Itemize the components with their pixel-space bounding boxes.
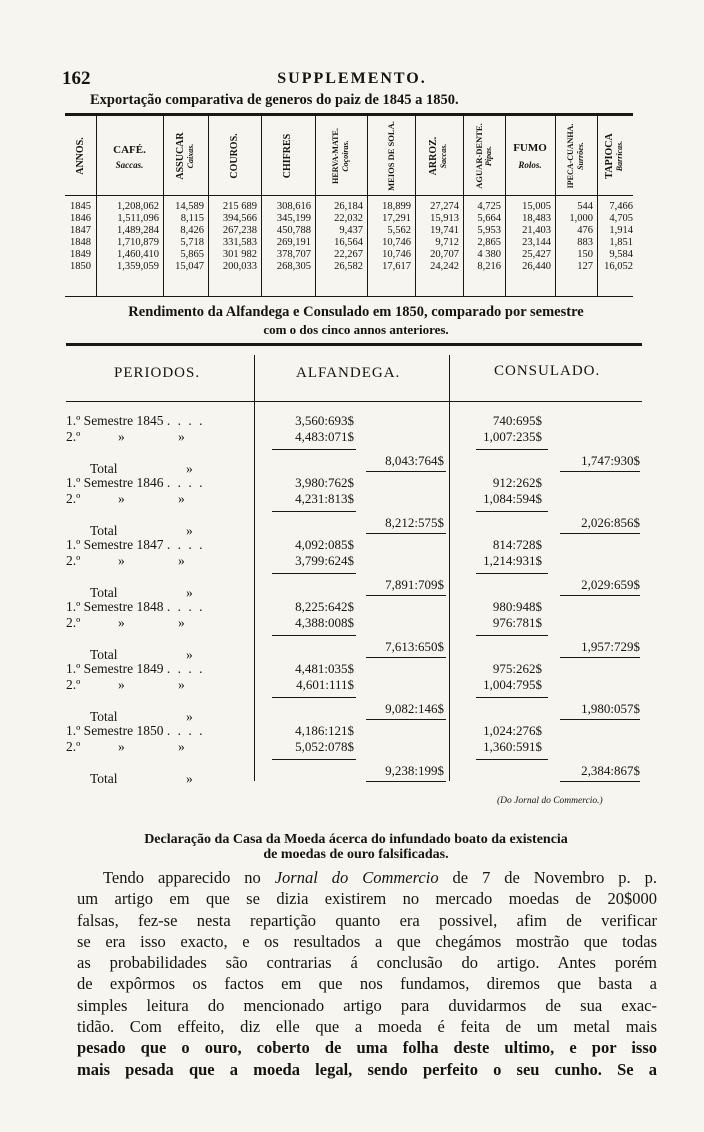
cell: 5,865 [180, 249, 204, 260]
header-periodos: PERIODOS. [114, 365, 201, 381]
paragraph-line [77, 867, 657, 888]
ditto-mark: » [178, 553, 185, 568]
col-aguardente [463, 201, 501, 273]
period-year: 1845 [136, 413, 164, 428]
cell: 1,851 [609, 237, 633, 248]
header-assucar-unit: Caixas. [185, 143, 195, 169]
table1-top-rule [65, 113, 633, 116]
consulado-sem2-value: 1,007:235$ [483, 429, 542, 444]
header-aguardente-unit: Pipas. [484, 145, 493, 167]
consulado-total-value: 1,747:930$ [581, 453, 640, 468]
col-assucar [163, 201, 204, 273]
header-arroz [415, 118, 463, 194]
ditto-mark: » [186, 771, 193, 786]
leader-dots: . . . . [166, 537, 205, 552]
header-cafe-unit: Saccas. [115, 160, 144, 170]
section3-title [66, 832, 646, 862]
alfandega-sem1-value: 4,481:035$ [295, 661, 354, 676]
header-sola [367, 118, 415, 194]
consulado-sem2-value: 1,360:591$ [483, 739, 542, 754]
subtotal-rule [476, 511, 548, 512]
period-row-sem2: 2.º [66, 739, 81, 754]
leader-dots: . . . . [166, 475, 205, 490]
cell: 21,403 [522, 225, 551, 236]
alfandega-sem2-value: 4,388:008$ [295, 615, 354, 630]
cell: 215 689 [222, 201, 257, 212]
ditto-mark: » [178, 491, 185, 506]
semester-label: 1.º Semestre [66, 723, 134, 738]
ditto-mark: » [118, 553, 125, 568]
header-arroz-label: ARROZ. [428, 136, 439, 176]
ditto-mark: » [186, 461, 193, 476]
header-cafe [96, 118, 163, 194]
ditto-mark: » [178, 429, 185, 444]
cell: 394,566 [222, 213, 257, 224]
cell: 15,005 [522, 201, 551, 212]
alfandega-sem1-value: 4,186:121$ [295, 723, 354, 738]
consulado-total-value: 1,980:057$ [581, 701, 640, 716]
cell: 2,865 [477, 237, 501, 248]
cell: 22,032 [334, 213, 363, 224]
period-row-sem1 [66, 475, 205, 491]
cell: 18,483 [522, 213, 551, 224]
paragraph-line: um artigo em que se dizia existirem no mercado moedas de 20$000 [77, 889, 657, 909]
subtotal-rule [272, 511, 356, 512]
cell: 17,617 [382, 261, 411, 272]
cell: 345,199 [276, 213, 311, 224]
header-tapioca-label: TAPIOCA [604, 133, 615, 179]
cell: 9,437 [339, 225, 363, 236]
cell: 9,584 [609, 249, 633, 260]
table2-header-rule [66, 401, 642, 402]
cell: 1847 [70, 225, 91, 236]
ditto-mark: » [186, 585, 193, 600]
cell: 5,718 [180, 237, 204, 248]
ditto-mark: » [118, 491, 125, 506]
cell: 14,589 [175, 201, 204, 212]
consulado-sem2-value: 1,004:795$ [483, 677, 542, 692]
header-couros [208, 118, 261, 194]
cell: 1,208,062 [117, 201, 159, 212]
cell: 200,033 [222, 261, 257, 272]
cell: 4,705 [609, 213, 633, 224]
period-row-sem1 [66, 537, 205, 553]
header-alfandega: ALFANDEGA. [296, 365, 401, 381]
cell: 1,359,059 [117, 261, 159, 272]
cell: 1849 [70, 249, 91, 260]
cell: 1846 [70, 213, 91, 224]
consulado-sem2-value: 1,214:931$ [483, 553, 542, 568]
cell: 5,953 [477, 225, 501, 236]
cell: 10,746 [382, 249, 411, 260]
table2-top-rule [66, 343, 642, 346]
period-year: 1848 [136, 599, 164, 614]
cell: 20,707 [430, 249, 459, 260]
cell: 10,746 [382, 237, 411, 248]
subtotal-rule [272, 449, 356, 450]
ditto-mark: » [118, 739, 125, 754]
page-number: 162 [62, 68, 91, 89]
cell: 268,305 [276, 261, 311, 272]
consulado-total-value: 2,384:867$ [581, 763, 640, 778]
header-tapioca-unit: Barricas. [615, 140, 624, 172]
cell: 18,899 [382, 201, 411, 212]
subtotal-rule [366, 781, 446, 782]
cell: 15,913 [430, 213, 459, 224]
cell: 4,725 [477, 201, 501, 212]
cell: 7,466 [609, 201, 633, 212]
subtotal-rule [272, 759, 356, 760]
cell: 1845 [70, 201, 91, 212]
total-label: Total [90, 647, 118, 662]
cell: 16,052 [604, 261, 633, 272]
cell: 27,274 [430, 201, 459, 212]
header-herva-unit: Coçoiras. [341, 140, 350, 172]
cell: 1,460,410 [117, 249, 159, 260]
total-label: Total [90, 585, 118, 600]
line-text: de 7 de Novembro p. p. [438, 868, 658, 887]
period-row-sem1 [66, 661, 205, 677]
cell: 8,216 [477, 261, 501, 272]
alfandega-total-value: 9,238:199$ [385, 763, 444, 778]
cell: 25,427 [522, 249, 551, 260]
cell: 308,616 [276, 201, 311, 212]
subtotal-rule [476, 573, 548, 574]
header-herva [315, 118, 367, 194]
alfandega-total-value: 7,613:650$ [385, 639, 444, 654]
leader-dots: . . . . [166, 723, 205, 738]
header-aguardente-label: AGUAR-DENTE. [474, 123, 484, 189]
alfandega-sem2-value: 4,601:111$ [296, 677, 354, 692]
consulado-sem1-value: 975:262$ [492, 661, 542, 676]
consulado-sem1-value: 814:728$ [492, 537, 542, 552]
consulado-sem2-value: 976:781$ [492, 615, 542, 630]
cell: 1850 [70, 261, 91, 272]
cell: 269,191 [276, 237, 311, 248]
ditto-mark: » [178, 615, 185, 630]
journal-name: Jornal do Commercio [274, 868, 439, 887]
alfandega-sem1-value: 8,225:642$ [295, 599, 354, 614]
cell: 15,047 [175, 261, 204, 272]
leader-dots: . . . . [166, 661, 205, 676]
col-years [65, 201, 96, 273]
consulado-sem1-value: 1,024:276$ [483, 723, 542, 738]
revenue-table [66, 343, 642, 805]
col-ipeca [555, 201, 593, 273]
cell: 26,184 [334, 201, 363, 212]
ditto-mark: » [186, 647, 193, 662]
cell: 544 [577, 201, 593, 212]
period-year: 1847 [136, 537, 164, 552]
paragraph-line: se era isso exacto, e os resultados a que chegámos mostrão que todas [77, 931, 657, 951]
cell: 4 380 [477, 249, 501, 260]
period-row-sem2: 2.º [66, 491, 81, 506]
col-tapioca [597, 201, 633, 273]
col-sola [367, 201, 411, 273]
ditto-mark: » [118, 615, 125, 630]
period-row-sem1 [66, 413, 205, 429]
ditto-mark: » [178, 739, 185, 754]
col-herva [315, 201, 363, 273]
total-label: Total [90, 523, 118, 538]
col-chifres [261, 201, 311, 273]
paragraph-line: tidão. Com effeito, diz elle que a moeda é feita de um metal mais [77, 1017, 657, 1037]
subtotal-rule [272, 635, 356, 636]
cell: 267,238 [222, 225, 257, 236]
header-sola-label: MEIOS DE SOLA. [386, 121, 396, 191]
subtotal-rule [476, 697, 548, 698]
alfandega-total-value: 8,043:764$ [385, 453, 444, 468]
semester-label: 1.º Semestre [66, 599, 134, 614]
ditto-mark: » [118, 429, 125, 444]
paragraph-line: mais pesada que a moeda legal, sendo perfeito o seu cunho. Se a [77, 1059, 657, 1079]
cell: 1,000 [569, 213, 593, 224]
export-table [65, 113, 633, 298]
source-credit: (Do Jornal do Commercio.) [497, 796, 603, 806]
consulado-sem1-value: 740:695$ [492, 413, 542, 428]
semester-label: 1.º Semestre [66, 661, 134, 676]
consulado-sem1-value: 912:262$ [492, 475, 542, 490]
declaration-paragraph [77, 867, 657, 1080]
alfandega-total-value: 7,891:709$ [385, 577, 444, 592]
alfandega-sem1-value: 4,092:085$ [295, 537, 354, 552]
cell: 127 [577, 261, 593, 272]
subtotal-rule [560, 781, 640, 782]
header-tapioca [597, 118, 633, 194]
header-annos-label: ANNOS. [74, 137, 86, 175]
running-title: SUPPLEMENTO. [277, 70, 427, 87]
section3-title-line2: de moedas de ouro falsificadas. [263, 847, 449, 862]
cell: 16,564 [334, 237, 363, 248]
period-year: 1846 [136, 475, 164, 490]
subtotal-rule [560, 595, 640, 596]
cell: 301 982 [222, 249, 257, 260]
table2-title-line2: com o dos cinco annos anteriores. [263, 322, 449, 337]
semester-label: 1.º Semestre [66, 413, 134, 428]
header-assucar [163, 118, 208, 194]
subtotal-rule [272, 697, 356, 698]
header-assucar-label: ASSUCAR [174, 132, 186, 180]
header-arroz-unit: Saccas. [439, 143, 448, 169]
cell: 1,489,284 [117, 225, 159, 236]
cell: 883 [577, 237, 593, 248]
semester-label: 1.º Semestre [66, 537, 134, 552]
ditto-mark: » [186, 709, 193, 724]
cell: 5,562 [387, 225, 411, 236]
cell: 1,511,096 [117, 213, 159, 224]
header-fumo-label: FUMO [513, 142, 547, 154]
cell: 476 [577, 225, 593, 236]
header-couros-label: COUROS. [228, 133, 240, 179]
subtotal-rule [476, 449, 548, 450]
alfandega-total-value: 8,212:575$ [385, 515, 444, 530]
subtotal-rule [476, 759, 548, 760]
header-cafe-label: CAFÉ. [113, 144, 146, 156]
header-aguardente [463, 118, 505, 194]
col-divider [254, 355, 255, 781]
paragraph-line: falsas, fez-se nesta repartição quanto era possivel, afim de verificar [77, 910, 657, 930]
cell: 26,440 [522, 261, 551, 272]
header-annos [65, 118, 96, 194]
table1-title: Exportação comparativa de generos do paiz de 1845 a 1850. [90, 92, 459, 108]
col-couros [208, 201, 257, 273]
col-arroz [415, 201, 459, 273]
cell: 1,710,879 [117, 237, 159, 248]
ditto-mark: » [118, 677, 125, 692]
period-year: 1850 [136, 723, 164, 738]
period-row-sem2: 2.º [66, 429, 81, 444]
total-label: Total [90, 461, 118, 476]
header-chifres [261, 118, 315, 194]
header-fumo-unit: Rolos. [518, 160, 542, 170]
alfandega-total-value: 9,082:146$ [385, 701, 444, 716]
cell: 331,583 [222, 237, 257, 248]
cell: 23,144 [522, 237, 551, 248]
period-row-sem2: 2.º [66, 677, 81, 692]
consulado-sem2-value: 1,084:594$ [483, 491, 542, 506]
line-text: Tendo apparecido no [103, 868, 275, 887]
consulado-total-value: 2,029:659$ [581, 577, 640, 592]
semester-label: 1.º Semestre [66, 475, 134, 490]
header-ipeca-label: IPECA-CUANHA. [566, 123, 575, 189]
header-chifres-label: CHIFRES [282, 133, 293, 179]
cell: 8,426 [180, 225, 204, 236]
cell: 24,242 [430, 261, 459, 272]
section3-title-line1: Declaração da Casa da Moeda ácerca do infundado boato da existencia [144, 832, 568, 847]
cell: 17,291 [382, 213, 411, 224]
paragraph-line: as probabilidades são contrarias á conclusão do artigo. Antes porém [77, 953, 657, 973]
table2-title-line1: Rendimento da Alfandega e Consulado em 1850, comparado por semestre [128, 304, 584, 320]
table2-title [66, 304, 646, 338]
alfandega-sem2-value: 4,231:813$ [295, 491, 354, 506]
cell: 1848 [70, 237, 91, 248]
col-cafe [96, 201, 159, 273]
total-label: Total [90, 771, 118, 786]
cell: 1,914 [609, 225, 633, 236]
col-fumo [505, 201, 551, 273]
subtotal-rule [366, 657, 446, 658]
subtotal-rule [366, 719, 446, 720]
subtotal-rule [476, 635, 548, 636]
subtotal-rule [366, 471, 446, 472]
cell: 9,712 [435, 237, 459, 248]
header-fumo [505, 118, 555, 194]
period-row-sem1 [66, 599, 205, 615]
subtotal-rule [366, 595, 446, 596]
period-row-sem1 [66, 723, 205, 739]
page-header [62, 68, 642, 94]
alfandega-sem2-value: 4,483:071$ [295, 429, 354, 444]
period-row-sem2: 2.º [66, 553, 81, 568]
alfandega-sem1-value: 3,560:693$ [295, 413, 354, 428]
table1-header-rule [65, 195, 633, 196]
cell: 378,707 [276, 249, 311, 260]
cell: 150 [577, 249, 593, 260]
header-ipeca-unit: Surrões. [576, 142, 585, 170]
ditto-mark: » [186, 523, 193, 538]
period-year: 1849 [136, 661, 164, 676]
total-label: Total [90, 709, 118, 724]
alfandega-sem2-value: 5,052:078$ [295, 739, 354, 754]
col-divider [449, 355, 450, 781]
cell: 22,267 [334, 249, 363, 260]
leader-dots: . . . . [166, 413, 205, 428]
paragraph-line: de expôrmos os factos em que nos fundamos, diremos que basta a [77, 974, 657, 994]
subtotal-rule [560, 533, 640, 534]
cell: 19,741 [430, 225, 459, 236]
alfandega-sem2-value: 3,799:624$ [295, 553, 354, 568]
period-row-sem2: 2.º [66, 615, 81, 630]
paragraph-line: simples leitura do mencionado artigo para duvidarmos de sua exac- [77, 995, 657, 1015]
consulado-total-value: 2,026:856$ [581, 515, 640, 530]
table1-bottom-rule [65, 296, 633, 297]
ditto-mark: » [178, 677, 185, 692]
leader-dots: . . . . [166, 599, 205, 614]
cell: 450,788 [276, 225, 311, 236]
subtotal-rule [560, 471, 640, 472]
alfandega-sem1-value: 3,980:762$ [295, 475, 354, 490]
cell: 5,664 [477, 213, 501, 224]
subtotal-rule [272, 573, 356, 574]
subtotal-rule [560, 657, 640, 658]
cell: 8,115 [180, 213, 204, 224]
consulado-total-value: 1,957:729$ [581, 639, 640, 654]
paragraph-line: pesado que o ouro, coberto de uma folha deste ultimo, e por isso [77, 1038, 657, 1058]
subtotal-rule [560, 719, 640, 720]
header-ipeca [555, 118, 597, 194]
consulado-sem1-value: 980:948$ [492, 599, 542, 614]
header-herva-label: HERVA-MATE. [331, 128, 340, 184]
subtotal-rule [366, 533, 446, 534]
header-consulado: CONSULADO. [494, 363, 601, 379]
cell: 26,582 [334, 261, 363, 272]
